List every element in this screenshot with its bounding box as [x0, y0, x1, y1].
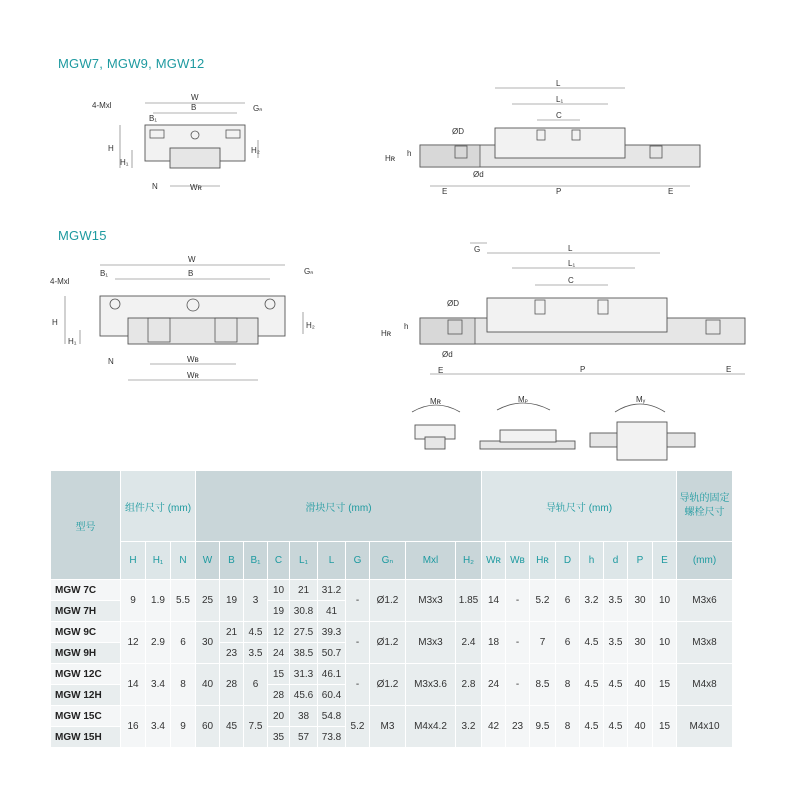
spec-table: [50, 470, 733, 748]
cell-mxl: M3x3: [406, 580, 456, 622]
cell-e: 15: [653, 706, 677, 748]
cell-l1: 45.6: [290, 685, 318, 706]
cell-h1: 2.9: [146, 622, 171, 664]
cell-d: 8: [556, 706, 580, 748]
cell-e: 10: [653, 622, 677, 664]
moment-diagram-mp: [480, 395, 575, 449]
cell-c: 19: [268, 601, 290, 622]
cell-l1: 31.3: [290, 664, 318, 685]
cell-b: 21: [220, 622, 244, 643]
cell-l1: 27.5: [290, 622, 318, 643]
cell-hr: 7: [530, 622, 556, 664]
sub-header: P: [628, 542, 653, 580]
cell-n: 6: [171, 622, 196, 664]
cell-l: 39.3: [318, 622, 346, 643]
sub-header: Mxl: [406, 542, 456, 580]
cell-l: 54.8: [318, 706, 346, 727]
cell-gn: Ø1.2: [370, 664, 406, 706]
moment-diagram-mr: [412, 397, 460, 449]
cell-d: 6: [556, 580, 580, 622]
cell-hr: 9.5: [530, 706, 556, 748]
cell-h: 12: [121, 622, 146, 664]
label-b: B: [188, 269, 194, 278]
cell-gn: Ø1.2: [370, 622, 406, 664]
label-l1: L₁: [556, 95, 564, 104]
cell-c: 12: [268, 622, 290, 643]
header-rail: 导轨尺寸 (mm): [482, 471, 677, 542]
cell-gn: M3: [370, 706, 406, 748]
spec-body: [51, 580, 733, 748]
cell-p: 40: [628, 706, 653, 748]
cell-h2: 2.4: [456, 622, 482, 664]
cell-l1: 21: [290, 580, 318, 601]
cell-w: 40: [196, 664, 220, 706]
label-wr: Wʀ: [190, 183, 202, 192]
table-row: [51, 622, 733, 643]
cell-n: 5.5: [171, 580, 196, 622]
cell-c: 24: [268, 643, 290, 664]
header-bolt-label: 导轨的固定螺栓尺寸: [679, 493, 730, 518]
label-h1: H₁: [68, 337, 77, 346]
cell-d: 4.5: [604, 706, 628, 748]
cell-g: -: [346, 664, 370, 706]
cell-l: 73.8: [318, 727, 346, 748]
cell-n: 8: [171, 664, 196, 706]
label-b: B: [191, 103, 197, 112]
label-h-small: h: [407, 149, 412, 158]
cell-l1: 30.8: [290, 601, 318, 622]
model-cell: MGW 9C: [51, 622, 121, 643]
cell-b1: 6: [244, 664, 268, 706]
cell-l1: 38: [290, 706, 318, 727]
sub-header: B: [220, 542, 244, 580]
label-d: ØD: [447, 299, 459, 308]
sub-header: H₁: [146, 542, 171, 580]
cell-b1: 4.5: [244, 622, 268, 643]
label-h: H: [52, 318, 58, 327]
cell-h: 3.2: [580, 580, 604, 622]
cell-d: 4.5: [604, 664, 628, 706]
cell-h: 16: [121, 706, 146, 748]
cell-l1: 38.5: [290, 643, 318, 664]
cell-b1: 3.5: [244, 643, 268, 664]
header-block: 滑块尺寸 (mm): [196, 471, 482, 542]
label-l: L: [556, 79, 561, 88]
label-h2: H₂: [306, 321, 315, 330]
header-assembly-label: 组件尺寸 (mm): [124, 502, 192, 514]
label-n: N: [108, 357, 114, 366]
sub-header: N: [171, 542, 196, 580]
cell-c: 28: [268, 685, 290, 706]
sub-header: W: [196, 542, 220, 580]
label-mxl: 4-Mxl: [92, 101, 112, 110]
cell-l: 41: [318, 601, 346, 622]
label-e-right: E: [726, 365, 732, 374]
model-cell: MGW 7C: [51, 580, 121, 601]
cell-e: 10: [653, 580, 677, 622]
sub-header: h: [580, 542, 604, 580]
cell-l1: 57: [290, 727, 318, 748]
block-side: [495, 128, 625, 158]
cell-bolt: M4x10: [677, 706, 733, 748]
cell-mxl: M3x3.6: [406, 664, 456, 706]
cell-hr: 8.5: [530, 664, 556, 706]
cell-w: 30: [196, 622, 220, 664]
mgw7-side-view: [385, 79, 700, 196]
moment-diagram-my: [590, 395, 695, 460]
cell-d: 3.5: [604, 580, 628, 622]
cell-h1: 3.4: [146, 664, 171, 706]
label-c: C: [556, 111, 562, 120]
section-title-mgw15: MGW15: [58, 228, 107, 243]
label-e-right: E: [668, 187, 674, 196]
sub-header: Wʙ: [506, 542, 530, 580]
cell-wr: 42: [482, 706, 506, 748]
cell-c: 20: [268, 706, 290, 727]
cell-h: 9: [121, 580, 146, 622]
label-hr: Hʀ: [381, 329, 392, 338]
cell-h2: 1.85: [456, 580, 482, 622]
cell-wb: 23: [506, 706, 530, 748]
model-cell: MGW 15C: [51, 706, 121, 727]
rail-section-hatch: [420, 145, 480, 167]
cell-b: 23: [220, 643, 244, 664]
cell-l: 46.1: [318, 664, 346, 685]
cell-b1: 7.5: [244, 706, 268, 748]
cell-wb: -: [506, 622, 530, 664]
sub-header: Hʀ: [530, 542, 556, 580]
sub-header-row: [51, 542, 733, 580]
cell-bolt: M4x8: [677, 664, 733, 706]
label-p: P: [556, 187, 562, 196]
cell-p: 30: [628, 580, 653, 622]
label-l: L: [568, 244, 573, 253]
cell-h1: 1.9: [146, 580, 171, 622]
cell-mxl: M4x4.2: [406, 706, 456, 748]
label-h1: H₁: [120, 158, 129, 167]
model-cell: MGW 7H: [51, 601, 121, 622]
cell-b: 19: [220, 580, 244, 622]
cell-n: 9: [171, 706, 196, 748]
sub-header: H: [121, 542, 146, 580]
rotation-arrow: [497, 403, 550, 410]
cell-c: 35: [268, 727, 290, 748]
label-e-left: E: [438, 366, 444, 375]
label-e-left: E: [442, 187, 448, 196]
sub-header-bolt-unit: (mm): [677, 542, 733, 580]
header-bolt: [677, 471, 733, 542]
sub-header: B₁: [244, 542, 268, 580]
cell-h2: 3.2: [456, 706, 482, 748]
rotation-arrow: [412, 405, 460, 412]
label-w: W: [191, 93, 199, 102]
cell-wr: 14: [482, 580, 506, 622]
label-gn: Gₙ: [304, 267, 314, 276]
label-h-small: h: [404, 322, 409, 331]
sub-header: G: [346, 542, 370, 580]
label-gn: Gₙ: [253, 104, 263, 113]
cell-wr: 24: [482, 664, 506, 706]
section-title-mgw7-12: MGW7, MGW9, MGW12: [58, 56, 205, 71]
cell-w: 25: [196, 580, 220, 622]
model-cell: MGW 15H: [51, 727, 121, 748]
sub-header: d: [604, 542, 628, 580]
cell-d: 6: [556, 622, 580, 664]
label-b1: B₁: [149, 114, 158, 123]
block-side: [487, 298, 667, 332]
rotation-arrow: [615, 404, 665, 412]
label-h: H: [108, 144, 114, 153]
label-p: P: [580, 365, 586, 374]
table-row: [51, 706, 733, 727]
block-icon: [617, 422, 667, 460]
label-n: N: [152, 182, 158, 191]
cell-h2: 2.8: [456, 664, 482, 706]
cell-h1: 3.4: [146, 706, 171, 748]
label-w: W: [188, 255, 196, 264]
cell-h: 4.5: [580, 622, 604, 664]
mgw7-front-view: [92, 93, 262, 192]
sub-header: H₂: [456, 542, 482, 580]
cell-bolt: M3x6: [677, 580, 733, 622]
model-cell: MGW 12C: [51, 664, 121, 685]
cell-e: 15: [653, 664, 677, 706]
table-row: [51, 580, 733, 601]
cell-bolt: M3x8: [677, 622, 733, 664]
rail-section-hatch: [420, 318, 475, 344]
cell-h: 4.5: [580, 664, 604, 706]
mgw15-front-view: [50, 255, 315, 380]
cell-mxl: M3x3: [406, 622, 456, 664]
label-mp: Mₚ: [518, 395, 529, 404]
cell-wb: -: [506, 580, 530, 622]
block-icon: [500, 430, 556, 442]
label-g: G: [474, 245, 481, 254]
label-small-d: Ød: [442, 350, 453, 359]
header-model: 型号: [51, 471, 121, 580]
sub-header: L: [318, 542, 346, 580]
sub-header: Wʀ: [482, 542, 506, 580]
header-assembly: [121, 471, 196, 542]
cell-d: 8: [556, 664, 580, 706]
sub-header: L₁: [290, 542, 318, 580]
sub-header: E: [653, 542, 677, 580]
sub-header: D: [556, 542, 580, 580]
label-wb: Wʙ: [187, 355, 199, 364]
model-cell: MGW 12H: [51, 685, 121, 706]
label-d: ØD: [452, 127, 464, 136]
cell-c: 15: [268, 664, 290, 685]
sub-header: C: [268, 542, 290, 580]
cell-l: 31.2: [318, 580, 346, 601]
label-c: C: [568, 276, 574, 285]
mgw15-side-view: [381, 243, 745, 375]
rail-profile: [128, 318, 258, 344]
rail-profile: [170, 148, 220, 168]
cell-d: 3.5: [604, 622, 628, 664]
label-hr: Hʀ: [385, 154, 396, 163]
cell-b: 45: [220, 706, 244, 748]
cell-wr: 18: [482, 622, 506, 664]
table-row: [51, 664, 733, 685]
cell-hr: 5.2: [530, 580, 556, 622]
cell-p: 40: [628, 664, 653, 706]
cell-c: 10: [268, 580, 290, 601]
label-h2: H₂: [251, 146, 260, 155]
cell-b1: 3: [244, 580, 268, 622]
cell-wb: -: [506, 664, 530, 706]
label-b1: B₁: [100, 269, 109, 278]
cell-l: 60.4: [318, 685, 346, 706]
cell-b: 28: [220, 664, 244, 706]
label-mr: Mʀ: [430, 397, 441, 406]
model-cell: MGW 9H: [51, 643, 121, 664]
cell-w: 60: [196, 706, 220, 748]
cell-h: 14: [121, 664, 146, 706]
label-l1: L₁: [568, 259, 576, 268]
cell-g: -: [346, 580, 370, 622]
cell-g: 5.2: [346, 706, 370, 748]
sub-header: Gₙ: [370, 542, 406, 580]
label-mxl: 4-Mxl: [50, 277, 70, 286]
cell-p: 30: [628, 622, 653, 664]
label-wr: Wʀ: [187, 371, 199, 380]
label-small-d: Ød: [473, 170, 484, 179]
rail-icon: [425, 437, 445, 449]
cell-h: 4.5: [580, 706, 604, 748]
cell-gn: Ø1.2: [370, 580, 406, 622]
label-my: Mᵧ: [636, 395, 646, 404]
cell-l: 50.7: [318, 643, 346, 664]
cell-g: -: [346, 622, 370, 664]
